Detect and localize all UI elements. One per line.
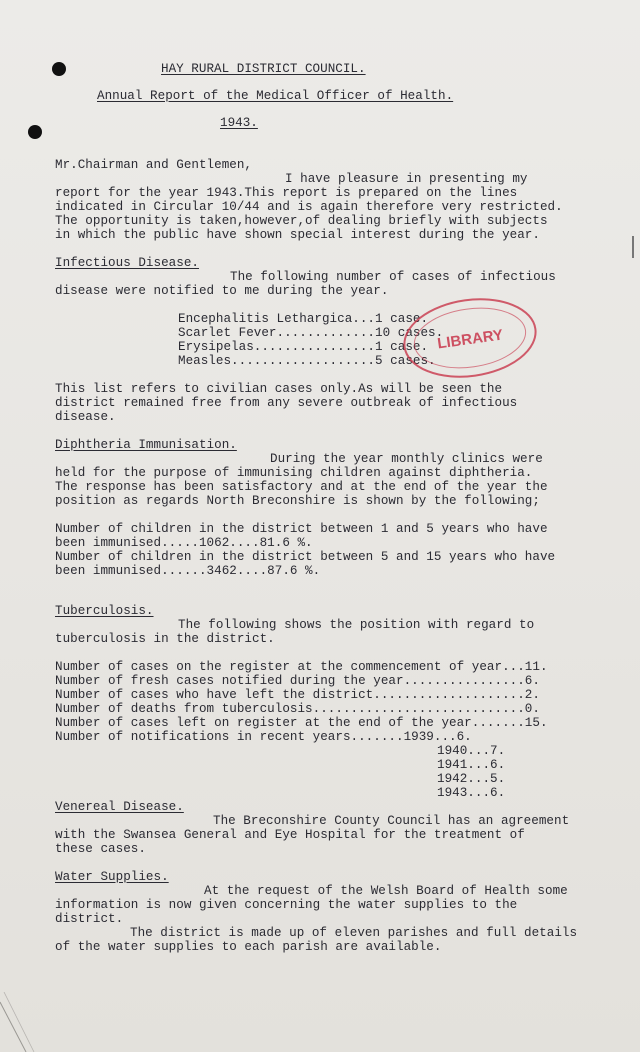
tb-row: Number of cases on the register at the commencement of year...11. <box>55 660 548 674</box>
tb-year-row: 1941...6. <box>437 758 506 772</box>
paragraph-line: these cases. <box>55 842 146 856</box>
paragraph-line: tuberculosis in the district. <box>55 632 275 646</box>
intro-line: indicated in Circular 10/44 and is again therefore very restricted. <box>55 200 563 214</box>
immunisation-stat: Number of children in the district between 1 and 5 years who have <box>55 522 548 536</box>
tb-row: Number of deaths from tuberculosis............................0. <box>55 702 540 716</box>
page-crease <box>0 992 60 1052</box>
punch-hole <box>28 125 42 139</box>
margin-mark <box>632 236 634 258</box>
immunisation-stat: Number of children in the district between 5 and 15 years who have <box>55 550 556 564</box>
intro-line: I have pleasure in presenting my <box>285 172 528 186</box>
paragraph-line: During the year monthly clinics were <box>270 452 543 466</box>
report-title: Annual Report of the Medical Officer of Health. <box>97 89 454 103</box>
paragraph-line: district. <box>55 912 124 926</box>
immunisation-stat: been immunised.....1062....81.6 %. <box>55 536 313 550</box>
paragraph-line: disease. <box>55 410 116 424</box>
library-stamp <box>395 287 545 390</box>
paragraph-line: The Breconshire County Council has an agreement <box>213 814 570 828</box>
tb-year-row: 1942...5. <box>437 772 506 786</box>
council-heading: HAY RURAL DISTRICT COUNCIL. <box>161 62 366 76</box>
disease-row: Encephalitis Lethargica...1 case. <box>178 312 429 326</box>
section-heading-tuberculosis: Tuberculosis. <box>55 604 154 618</box>
paragraph-line: district remained free from any severe outbreak of infectious <box>55 396 518 410</box>
intro-line: report for the year 1943.This report is prepared on the lines <box>55 186 518 200</box>
intro-line: The opportunity is taken,however,of dealing briefly with subjects <box>55 214 548 228</box>
section-heading-infectious: Infectious Disease. <box>55 256 199 270</box>
paragraph-line: with the Swansea General and Eye Hospital for the treatment of <box>55 828 525 842</box>
tb-year-row: 1940...7. <box>437 744 506 758</box>
tb-row: Number of cases left on register at the end of the year.......15. <box>55 716 548 730</box>
disease-row: Measles...................5 cases. <box>178 354 436 368</box>
paragraph-line: The following number of cases of infectious <box>230 270 556 284</box>
disease-row: Scarlet Fever.............10 cases. <box>178 326 444 340</box>
paragraph-line: position as regards North Breconshire is shown by the following; <box>55 494 540 508</box>
paragraph-line: held for the purpose of immunising children against diphtheria. <box>55 466 533 480</box>
paragraph-line: The district is made up of eleven parishes and full details <box>130 926 578 940</box>
tb-row: Number of notifications in recent years.......1939...6. <box>55 730 472 744</box>
paragraph-line: The response has been satisfactory and at the end of the year the <box>55 480 548 494</box>
paragraph-line: disease were notified to me during the year. <box>55 284 389 298</box>
paragraph-line: of the water supplies to each parish are available. <box>55 940 442 954</box>
disease-row: Erysipelas................1 case. <box>178 340 429 354</box>
paragraph-line: information is now given concerning the water supplies to the <box>55 898 518 912</box>
stamp-text: LIBRARY <box>436 326 505 353</box>
report-year: 1943. <box>220 116 258 130</box>
section-heading-diphtheria: Diphtheria Immunisation. <box>55 438 237 452</box>
tb-row: Number of cases who have left the district....................2. <box>55 688 540 702</box>
tb-row: Number of fresh cases notified during the year................6. <box>55 674 540 688</box>
tb-year-row: 1943...6. <box>437 786 506 800</box>
paragraph-line: At the request of the Welsh Board of Health some <box>204 884 568 898</box>
punch-hole <box>52 62 66 76</box>
paragraph-line: This list refers to civilian cases only.As will be seen the <box>55 382 503 396</box>
section-heading-water: Water Supplies. <box>55 870 169 884</box>
section-heading-venereal: Venereal Disease. <box>55 800 184 814</box>
paragraph-line: The following shows the position with regard to <box>178 618 535 632</box>
immunisation-stat: been immunised......3462....87.6 %. <box>55 564 321 578</box>
salutation: Mr.Chairman and Gentlemen, <box>55 158 253 172</box>
intro-line: in which the public have shown special interest during the year. <box>55 228 540 242</box>
